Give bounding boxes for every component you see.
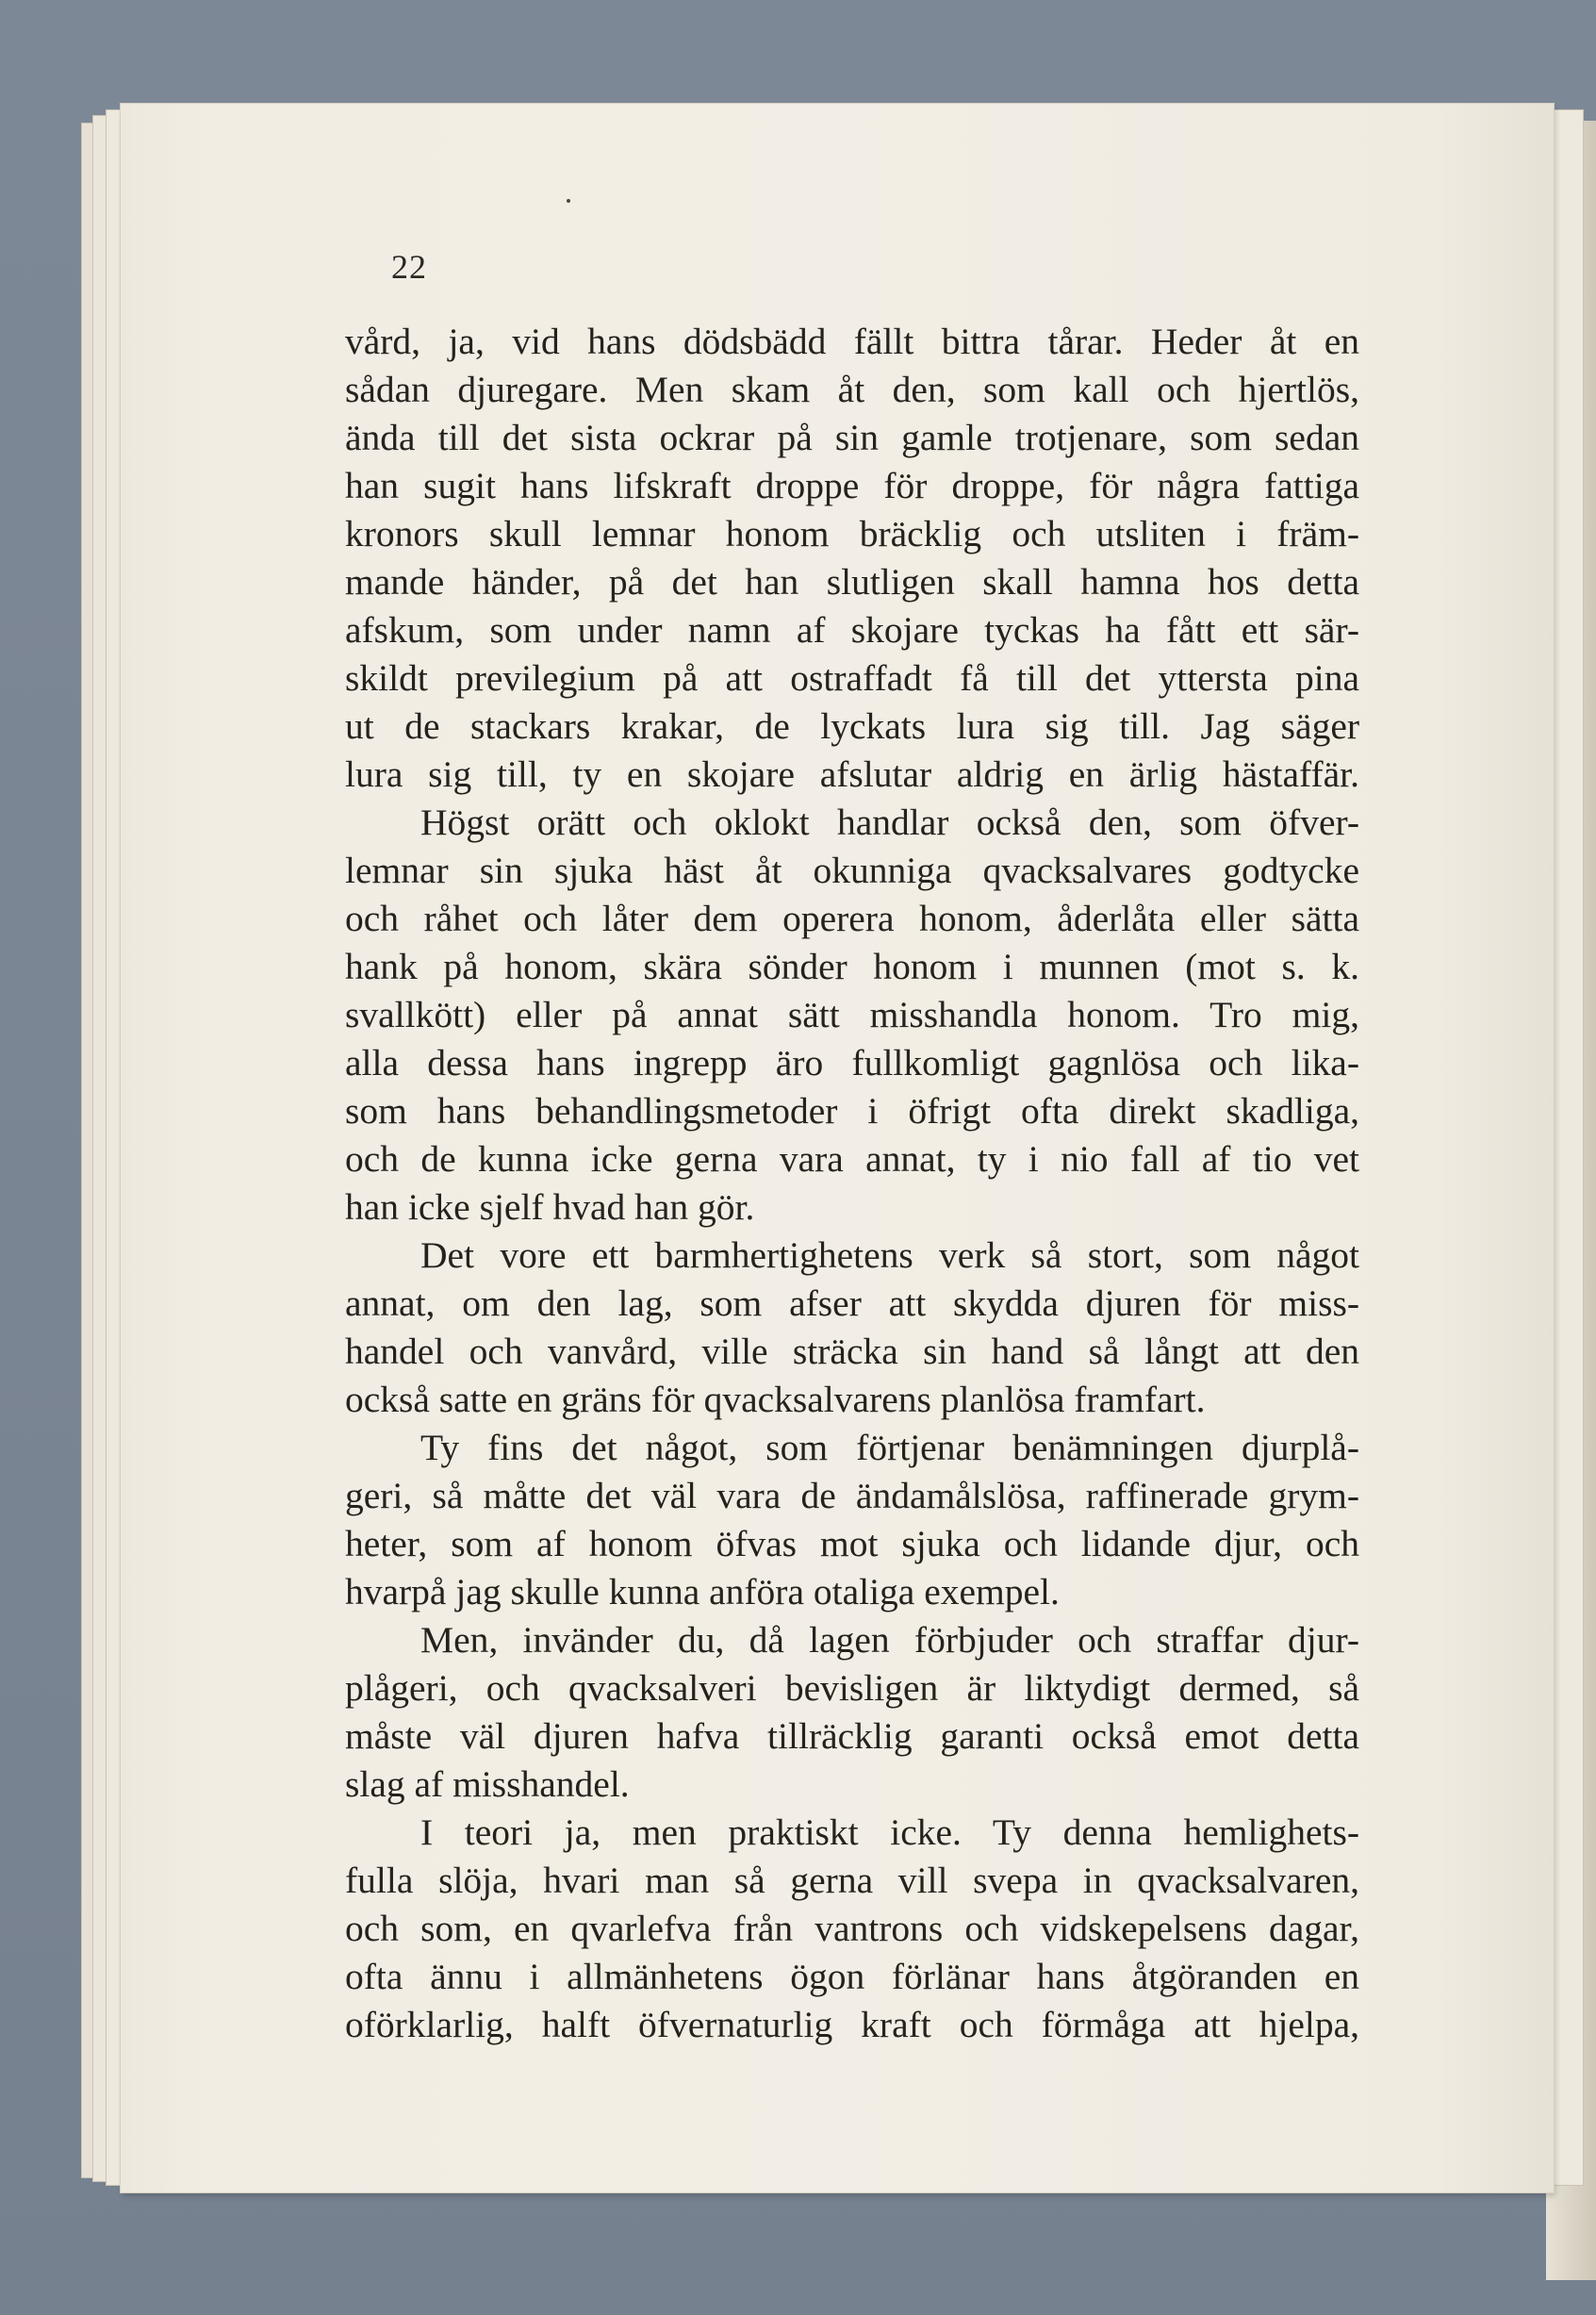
text-line: han icke sjelf hvad han gör. bbox=[345, 1186, 755, 1228]
text-line: plågeri, och qvacksalveri bevisligen är liktydigt dermed, så bbox=[345, 1667, 1359, 1709]
text-line: heter, som af honom öfvas mot sjuka och lidande djur, och bbox=[345, 1523, 1359, 1564]
text-line: och som, en qvarlefva från vantrons och vidskepelsens dagar, bbox=[345, 1908, 1359, 1949]
text-line: lura sig till, ty en skojare afslutar aldrig en ärlig hästaffär. bbox=[345, 753, 1359, 795]
text-line: Det vore ett barmhertighetens verk så stort, som något bbox=[420, 1234, 1359, 1276]
text-line: handel och vanvård, ville sträcka sin hand så långt att den bbox=[345, 1331, 1359, 1372]
text-line: sådan djuregare. Men skam åt den, som kall och hjertlös, bbox=[345, 369, 1359, 410]
text-line: kronors skull lemnar honom bräcklig och utsliten i främ- bbox=[345, 513, 1359, 554]
text-line: I teori ja, men praktiskt icke. Ty denna hemlighets- bbox=[420, 1811, 1359, 1853]
body-text bbox=[345, 318, 1359, 2049]
text-line: lemnar sin sjuka häst åt okunniga qvacksalvares godtycke bbox=[345, 850, 1359, 891]
text-line: ofta ännu i allmänhetens ögon förlänar hans åtgöranden en bbox=[345, 1956, 1359, 1997]
text-line: Ty fins det något, som förtjenar benämningen djurplå- bbox=[420, 1427, 1359, 1468]
text-line: hank på honom, skära sönder honom i munnen (mot s. k. bbox=[345, 946, 1359, 987]
text-line: svallkött) eller på annat sätt misshandla honom. Tro mig, bbox=[345, 994, 1359, 1035]
text-line: ända till det sista ockrar på sin gamle trotjenare, som sedan bbox=[345, 417, 1359, 458]
text-line: ut de stackars krakar, de lyckats lura sig till. Jag säger bbox=[345, 705, 1359, 747]
text-line: och de kunna icke gerna vara annat, ty i nio fall af tio vet bbox=[345, 1138, 1359, 1180]
text-line: hvarpå jag skulle kunna anföra otaliga exempel. bbox=[345, 1571, 1060, 1612]
page-number: 22 bbox=[391, 248, 427, 286]
text-line: skildt previlegium på att ostraffadt få till det yttersta pina bbox=[345, 657, 1359, 699]
text-line: oförklarlig, halft öfvernaturlig kraft och förmåga att hjelpa, bbox=[345, 2004, 1359, 2045]
text-line: Högst orätt och oklokt handlar också den, som öfver- bbox=[420, 802, 1359, 843]
text-line: måste väl djuren hafva tillräcklig garanti också emot detta bbox=[345, 1715, 1359, 1757]
text-line: också satte en gräns för qvacksalvarens planlösa framfart. bbox=[345, 1379, 1206, 1420]
text-line: afskum, som under namn af skojare tyckas ha fått ett sär- bbox=[345, 609, 1359, 651]
paper-speck bbox=[567, 199, 570, 203]
text-line: geri, så måtte det väl vara de ändamålslösa, raffinerade grym- bbox=[345, 1475, 1359, 1516]
text-line: Men, invänder du, då lagen förbjuder och straffar djur- bbox=[420, 1619, 1359, 1661]
text-line: som hans behandlingsmetoder i öfrigt ofta direkt skadliga, bbox=[345, 1090, 1359, 1132]
text-line: vård, ja, vid hans dödsbädd fällt bittra tårar. Heder åt en bbox=[345, 321, 1359, 362]
text-line: han sugit hans lifskraft droppe för droppe, för några fattiga bbox=[345, 465, 1359, 506]
text-line: fulla slöja, hvari man så gerna vill svepa in qvacksalvaren, bbox=[345, 1860, 1359, 1901]
text-line: slag af misshandel. bbox=[345, 1763, 630, 1805]
text-line: och råhet och låter dem operera honom, åderlåta eller sätta bbox=[345, 898, 1359, 939]
text-line: alla dessa hans ingrepp äro fullkomligt gagnlösa och lika- bbox=[345, 1042, 1359, 1083]
text-line: annat, om den lag, som afser att skydda djuren för miss- bbox=[345, 1282, 1359, 1324]
text-line: mande händer, på det han slutligen skall hamna hos detta bbox=[345, 561, 1359, 603]
